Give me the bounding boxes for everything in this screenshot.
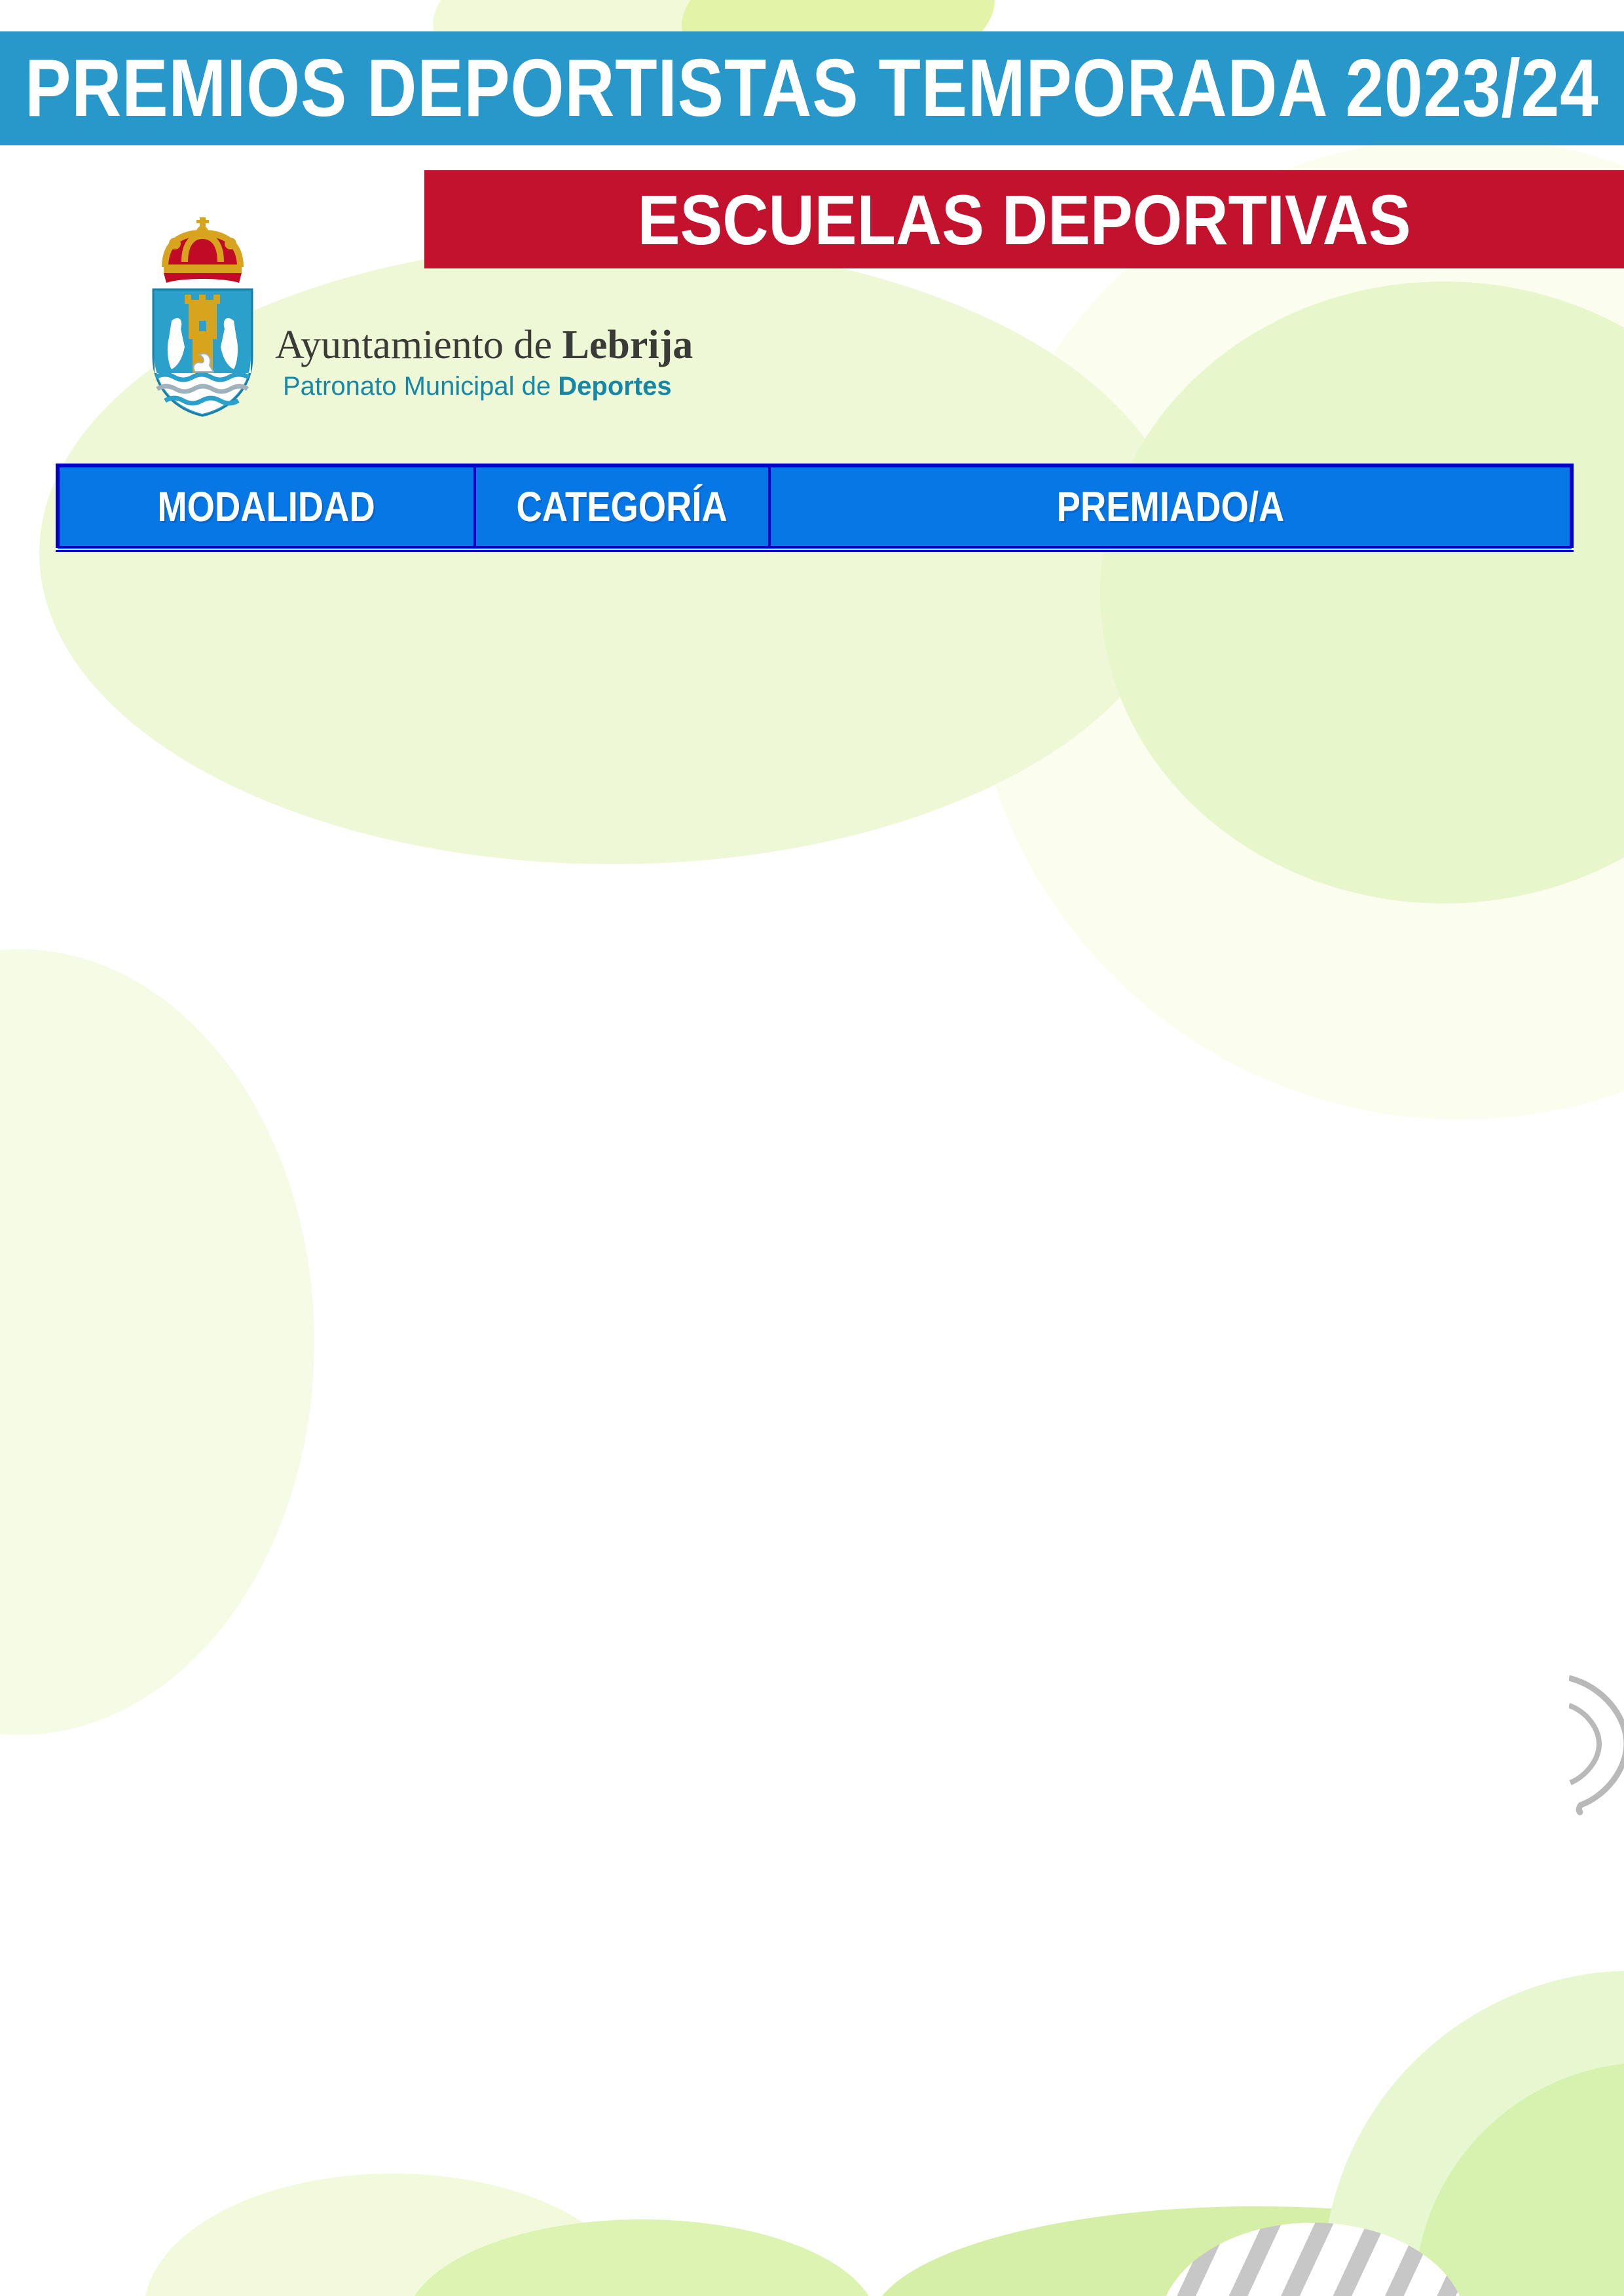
dept-name-regular: Patronato Municipal de bbox=[283, 372, 559, 401]
org-name-bold: Lebrija bbox=[562, 323, 693, 367]
dept-name-bold: Deportes bbox=[558, 372, 672, 401]
org-name-regular: Ayuntamiento de bbox=[275, 323, 563, 367]
bg-ellipse bbox=[0, 949, 314, 1735]
swan-outline-watermark bbox=[1569, 1666, 1624, 1820]
header-modalidad bbox=[58, 465, 475, 549]
subtitle-banner-text: ESCUELAS DEPORTIVAS bbox=[637, 179, 1411, 259]
lebrija-coat-of-arms bbox=[145, 216, 260, 419]
header-premiado-label: PREMIADO/A bbox=[1056, 483, 1284, 530]
shield-icon bbox=[153, 289, 252, 416]
header-categoria-label: CATEGORÍA bbox=[516, 483, 728, 530]
subtitle-banner bbox=[424, 170, 1624, 268]
dept-name bbox=[283, 372, 672, 401]
header-premiado bbox=[769, 465, 1572, 549]
awards-table bbox=[56, 464, 1574, 552]
header-row bbox=[58, 465, 1572, 549]
header-modalidad-label: MODALIDAD bbox=[157, 483, 376, 530]
title-banner bbox=[0, 31, 1624, 145]
org-name bbox=[275, 322, 693, 369]
crown-icon bbox=[164, 217, 242, 283]
title-banner-text: PREMIOS DEPORTISTAS TEMPORADA 2023/24 bbox=[25, 43, 1599, 134]
header-categoria bbox=[475, 465, 769, 549]
